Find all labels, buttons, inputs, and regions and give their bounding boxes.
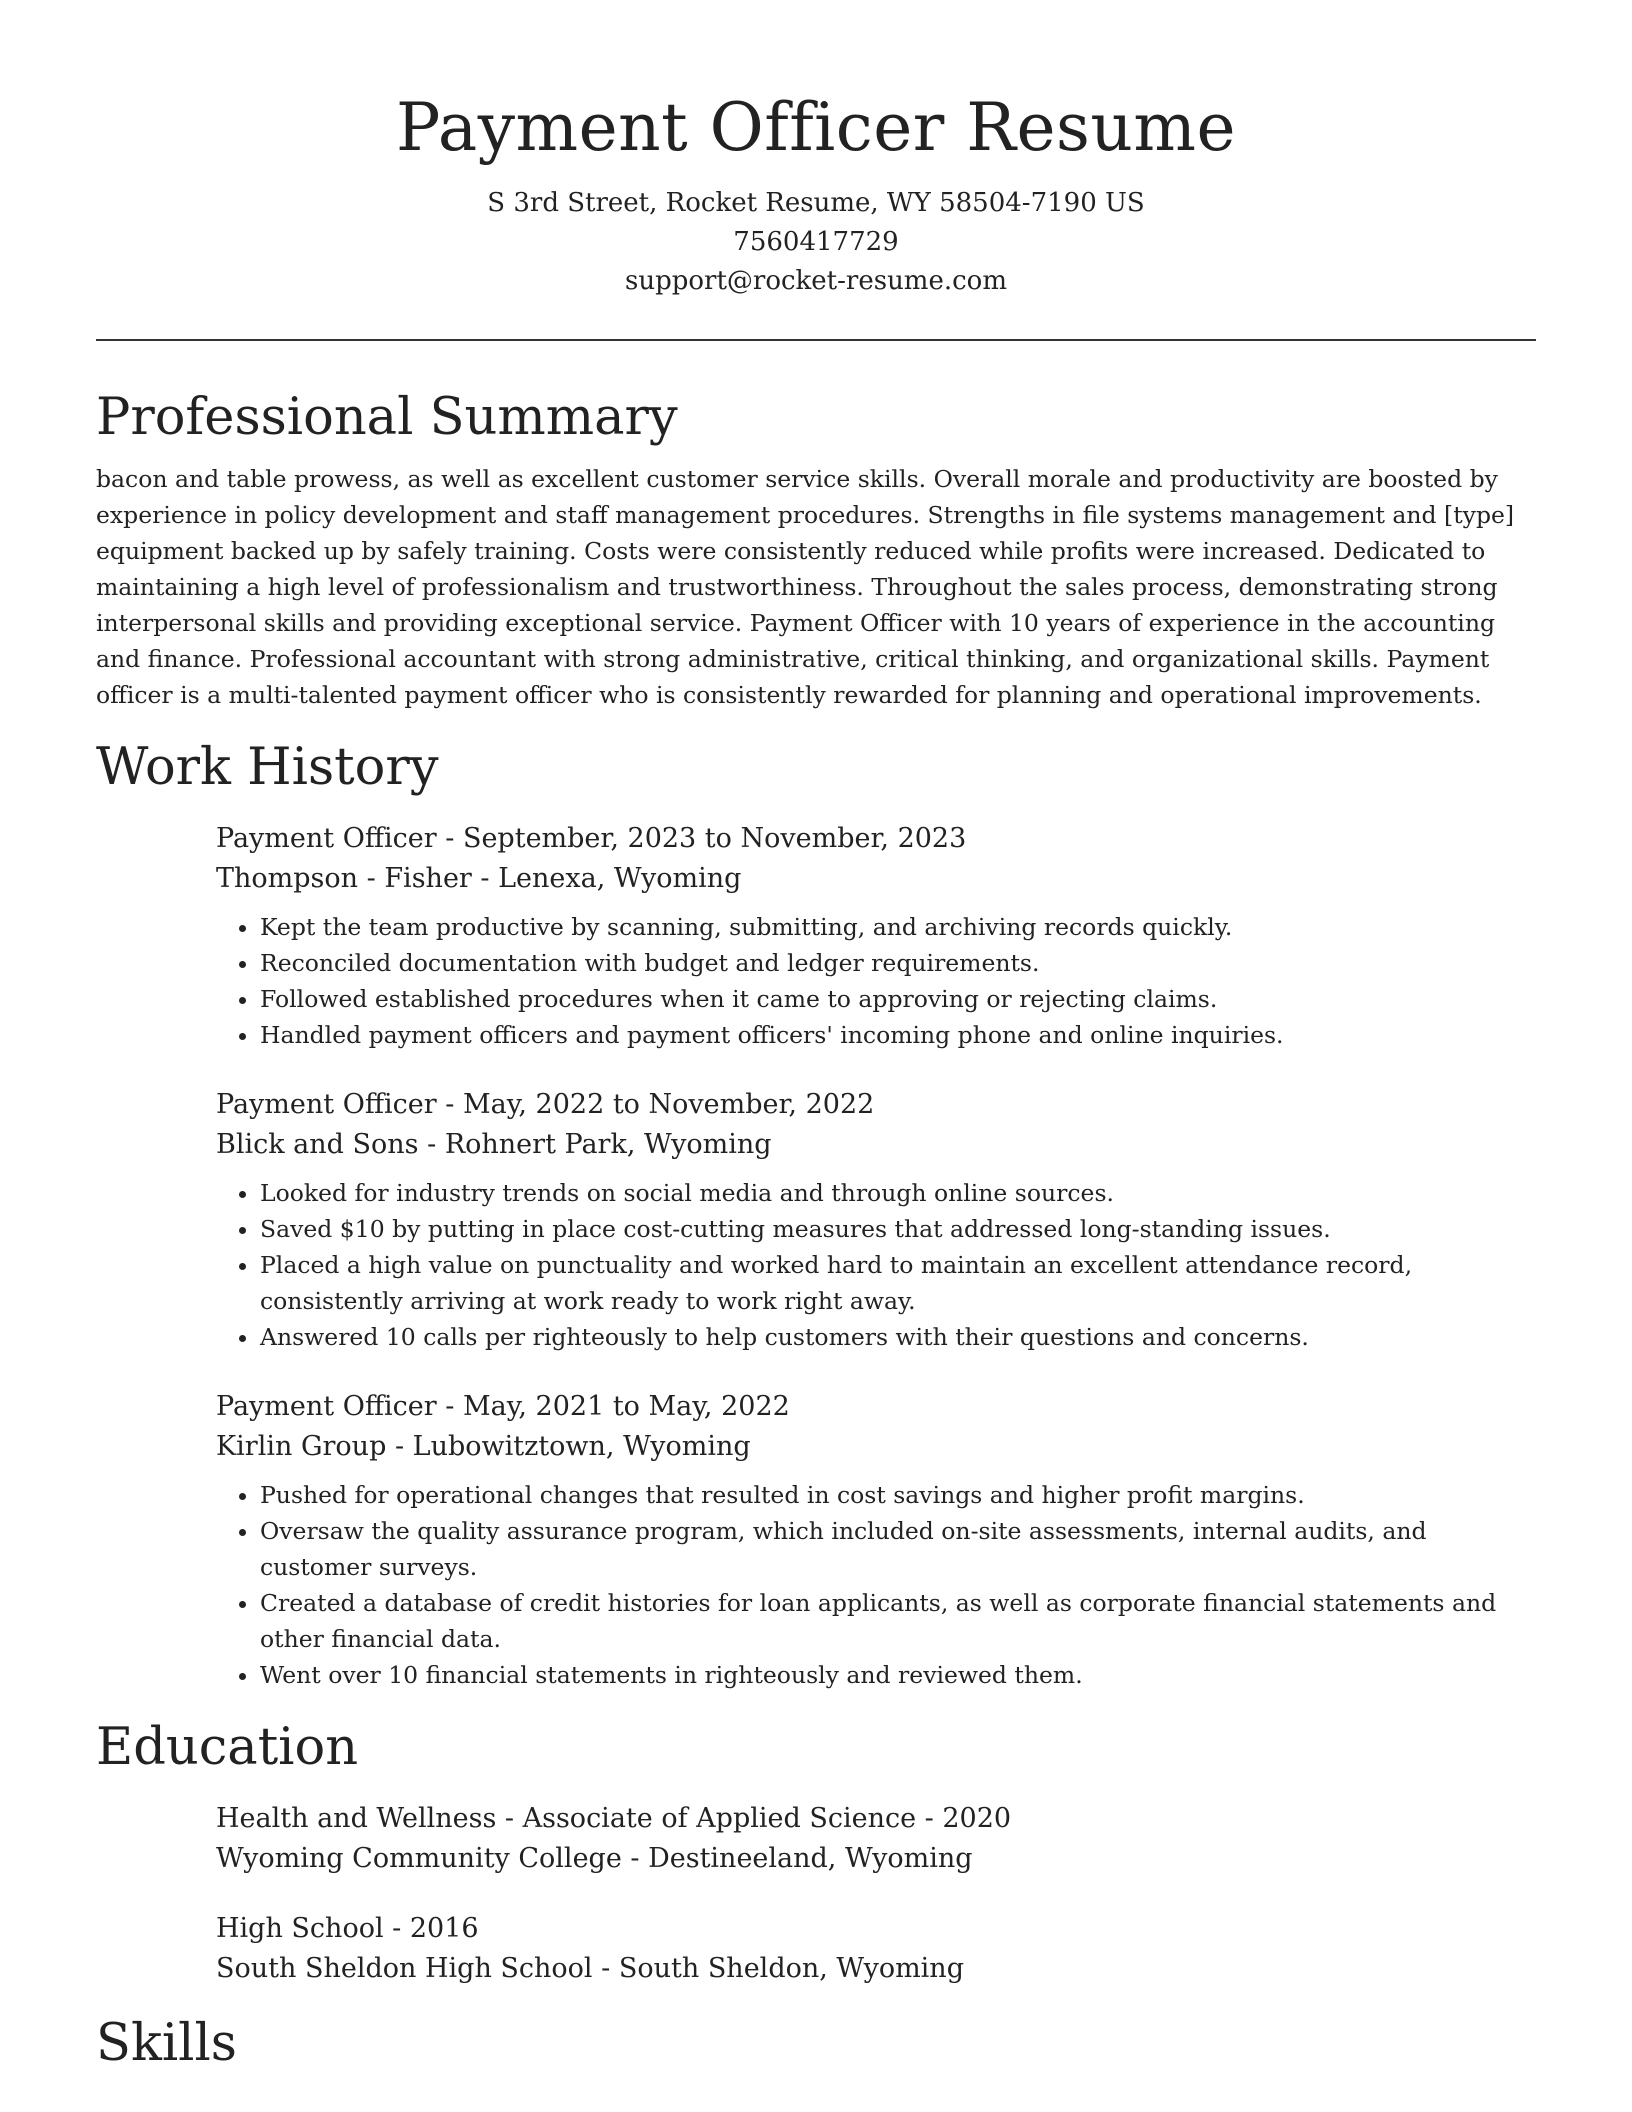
header-divider — [96, 339, 1536, 341]
skills-heading: Skills — [96, 2014, 237, 2073]
summary-text: bacon and table prowess, as well as excellent customer service skills. Overall morale and productivity are boosted by experience in policy development and staff management procedures. Strengths in file systems management and [type] equipment backed up by safely training. Costs were consistently reduced while profits were increased. Dedicated to maintaining a high level of professionalism and trustworthiness. Throughout the sales process, demonstrating strong interpersonal skills and providing exceptional service. Payment Officer with 10 years of experience in the accounting and finance. Professional accountant with strong administrative, critical thinking, and organizational skills. Payment officer is a multi-talented payment officer who is consistently rewarded for planning and operational improvements. — [96, 465, 1515, 709]
education-degree-year: High School - 2016 — [216, 1913, 479, 1944]
job-duty: • Went over 10 financial statements in righteously and reviewed them. — [260, 1657, 1536, 1693]
education-degree-year: Health and Wellness - Associate of Applied Science - 2020 — [216, 1803, 1012, 1834]
job-company-location: Kirlin Group - Lubowitztown, Wyoming — [216, 1431, 751, 1462]
job-entry — [216, 819, 1536, 1053]
job-duty: • Answered 10 calls per righteously to help customers with their questions and concerns. — [260, 1319, 1536, 1355]
job-title-dates: Payment Officer - May, 2021 to May, 2022 — [216, 1391, 790, 1422]
job-duty: • Reconciled documentation with budget and ledger requirements. — [260, 945, 1536, 981]
job-company-location: Blick and Sons - Rohnert Park, Wyoming — [216, 1129, 772, 1160]
contact-email: support@rocket-resume.com — [624, 266, 1007, 296]
job-duties-list — [216, 909, 1536, 1053]
job-entry — [216, 1085, 1536, 1355]
skills-section — [96, 2011, 1536, 2077]
job-duties-list — [216, 1477, 1536, 1693]
job-duty: • Followed established procedures when it came to approving or rejecting claims. — [260, 981, 1536, 1017]
job-title-dates: Payment Officer - May, 2022 to November, 2022 — [216, 1089, 875, 1120]
education-section — [96, 1715, 1536, 1989]
education-heading: Education — [96, 1718, 359, 1777]
education-school-location: Wyoming Community College - Destineeland, Wyoming — [216, 1843, 973, 1874]
resume-title: Payment Officer Resume — [395, 89, 1237, 166]
education-school-location: South Sheldon High School - South Sheldon, Wyoming — [216, 1953, 964, 1984]
contact-phone: 7560417729 — [733, 227, 899, 257]
education-entry — [216, 1909, 1536, 1989]
job-duty: • Looked for industry trends on social media and through online sources. — [260, 1175, 1536, 1211]
summary-heading: Professional Summary — [96, 388, 678, 447]
contact-address: S 3rd Street, Rocket Resume, WY 58504-7190 US — [487, 188, 1145, 218]
job-duty: • Placed a high value on punctuality and worked hard to maintain an excellent attendance record, consistently arriving at work ready to work right away. — [260, 1247, 1536, 1319]
job-duty: • Handled payment officers and payment officers' incoming phone and online inquiries. — [260, 1017, 1536, 1053]
work-history-section — [96, 735, 1536, 1693]
education-entry — [216, 1799, 1536, 1879]
job-title-dates: Payment Officer - September, 2023 to November, 2023 — [216, 823, 967, 854]
job-company-location: Thompson - Fisher - Lenexa, Wyoming — [216, 863, 742, 894]
job-entry — [216, 1387, 1536, 1693]
job-duty: • Pushed for operational changes that resulted in cost savings and higher profit margins. — [260, 1477, 1536, 1513]
resume-page — [96, 0, 1536, 2077]
resume-header — [96, 0, 1536, 301]
job-duty: • Created a database of credit histories for loan applicants, as well as corporate financial statements and other financial data. — [260, 1585, 1536, 1657]
job-duty: • Oversaw the quality assurance program, which included on-site assessments, internal audits, and customer surveys. — [260, 1513, 1536, 1585]
job-duties-list — [216, 1175, 1536, 1355]
job-duty: • Kept the team productive by scanning, submitting, and archiving records quickly. — [260, 909, 1536, 945]
work-history-heading: Work History — [96, 738, 439, 797]
job-duty: • Saved $10 by putting in place cost-cutting measures that addressed long-standing issues. — [260, 1211, 1536, 1247]
summary-section — [96, 385, 1536, 713]
